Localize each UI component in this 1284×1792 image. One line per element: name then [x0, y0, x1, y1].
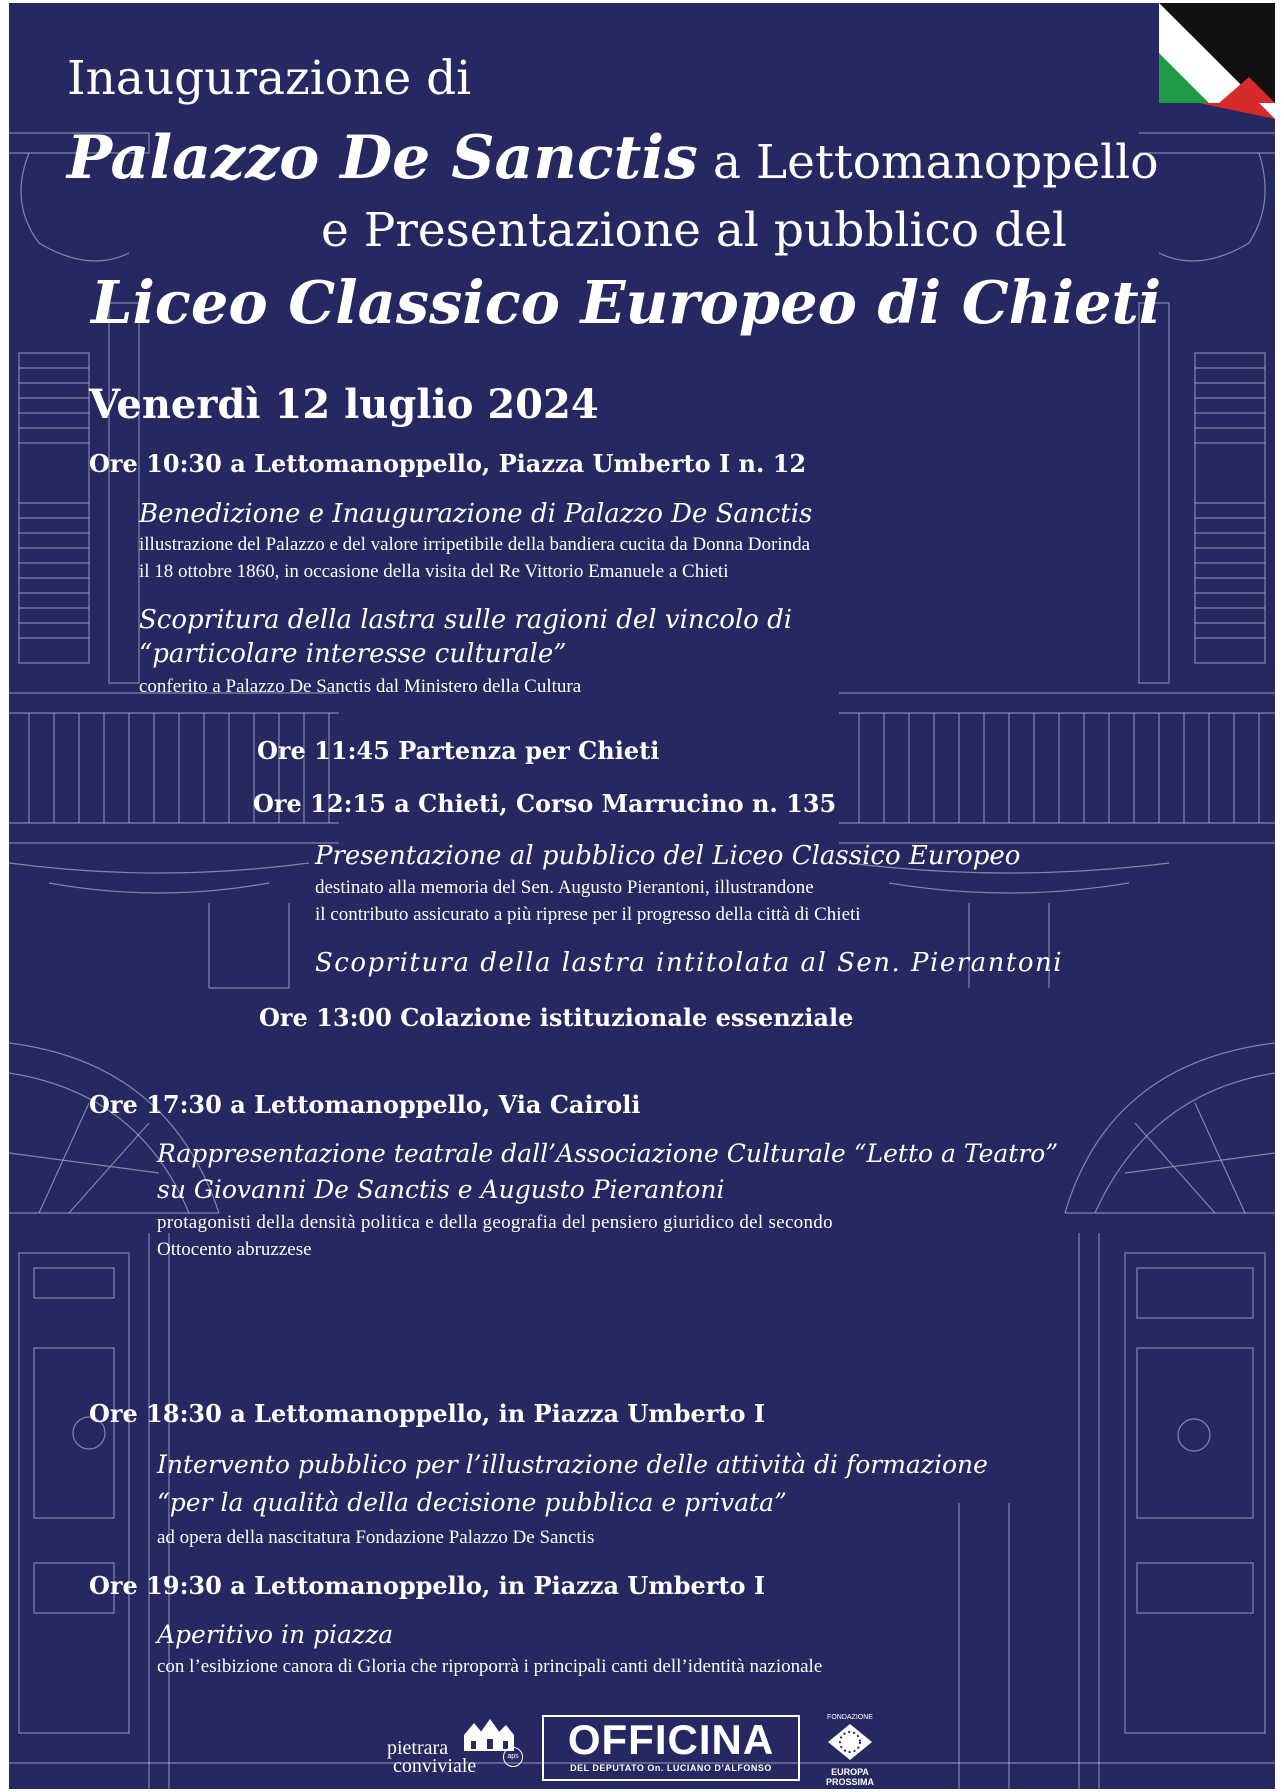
event-presentazione-desc-1: destinato alla memoria del Sen. Augusto Pierantoni, illustrandone	[315, 877, 814, 898]
europa-text-1: EUROPA	[831, 1767, 869, 1777]
title-line-4: Liceo Classico Europeo di Chieti	[91, 268, 1162, 337]
event-aperitivo-title: Aperitivo in piazza	[157, 1620, 394, 1649]
europa-top-text: FONDAZIONE	[827, 1714, 873, 1721]
italian-flag-icon	[1159, 3, 1275, 119]
event-poster	[9, 3, 1275, 1789]
time-19-30: Ore 19:30 a Lettomanoppello, in Piazza Umberto I	[89, 1571, 766, 1600]
event-lastra-title-1: Scopritura della lastra sulle ragioni del vincolo di	[139, 605, 793, 635]
time-17-30: Ore 17:30 a Lettomanoppello, Via Cairoli	[89, 1090, 641, 1119]
event-teatro-title-2: su Giovanni De Sanctis e Augusto Pierantoni	[157, 1175, 725, 1204]
event-intervento-title-1: Intervento pubblico per l’illustrazione delle attività di formazione	[157, 1450, 988, 1479]
event-presentazione-desc-2: il contributo assicurato a più riprese per il progresso della città di Chieti	[315, 904, 861, 925]
title-line-3: e Presentazione al pubblico del	[321, 203, 1067, 258]
event-teatro-title-1: Rappresentazione teatrale dall’Associazione Culturale “Letto a Teatro”	[157, 1139, 1059, 1168]
time-12-15: Ore 12:15 a Chieti, Corso Marrucino n. 135	[253, 789, 837, 818]
pietrara-conviviale-logo	[387, 1717, 527, 1781]
event-lastra-title-2: “particolare interesse culturale”	[139, 639, 567, 669]
fondazione-europa-prossima-logo	[815, 1713, 885, 1787]
officina-logo	[542, 1715, 800, 1781]
time-18-30: Ore 18:30 a Lettomanoppello, in Piazza Umberto I	[89, 1399, 766, 1428]
pietrara-text-1: pietrara	[387, 1737, 449, 1759]
pietrara-text-2: conviviale	[393, 1755, 477, 1777]
title-place: a Lettomanoppello	[712, 135, 1159, 190]
event-teatro-desc-1: protagonisti della densità politica e della geografia del pensiero giuridico del secondo	[157, 1212, 833, 1233]
event-intervento-desc: ad opera della nascitatura Fondazione Palazzo De Sanctis	[157, 1527, 595, 1548]
time-13-00: Ore 13:00 Colazione istituzionale essenziale	[259, 1003, 854, 1032]
event-aperitivo-desc: con l’esibizione canora di Gloria che riproporrà i principali canti dell’identità nazionale	[157, 1656, 823, 1677]
event-benedizione-desc-2: il 18 ottobre 1860, in occasione della visita del Re Vittorio Emanuele a Chieti	[139, 561, 729, 582]
officina-subtitle: DEL DEPUTATO On. LUCIANO D’ALFONSO	[570, 1763, 772, 1773]
event-presentazione-title: Presentazione al pubblico del Liceo Classico Europeo	[315, 841, 1021, 871]
title-line-2	[67, 123, 1159, 193]
time-11-45: Ore 11:45 Partenza per Chieti	[257, 736, 660, 765]
event-intervento-title-2: “per la qualità della decisione pubblica e privata”	[157, 1488, 787, 1517]
time-10-30: Ore 10:30 a Lettomanoppello, Piazza Umberto I n. 12	[89, 449, 807, 478]
event-benedizione-title: Benedizione e Inaugurazione di Palazzo De Sanctis	[139, 499, 813, 529]
event-benedizione-desc-1: illustrazione del Palazzo e del valore irripetibile della bandiera cucita da Donna Dorinda	[139, 534, 811, 555]
event-lastra-desc: conferito a Palazzo De Sanctis dal Ministero della Cultura	[139, 676, 582, 697]
pietrara-badge: aps	[503, 1747, 523, 1767]
pietrara-houses-icon	[462, 1717, 514, 1753]
event-date: Venerdì 12 luglio 2024	[89, 381, 599, 428]
palazzo-name: Palazzo De Sanctis	[67, 123, 698, 193]
europa-stars-icon	[826, 1722, 874, 1762]
officina-title: OFFICINA	[567, 1716, 775, 1763]
event-teatro-desc-2: Ottocento abruzzese	[157, 1239, 312, 1260]
europa-text-2: PROSSIMA	[825, 1777, 874, 1787]
event-lastra-pierantoni: Scopritura della lastra intitolata al Sen. Pierantoni	[315, 948, 1064, 978]
title-line-1: Inaugurazione di	[67, 51, 472, 106]
